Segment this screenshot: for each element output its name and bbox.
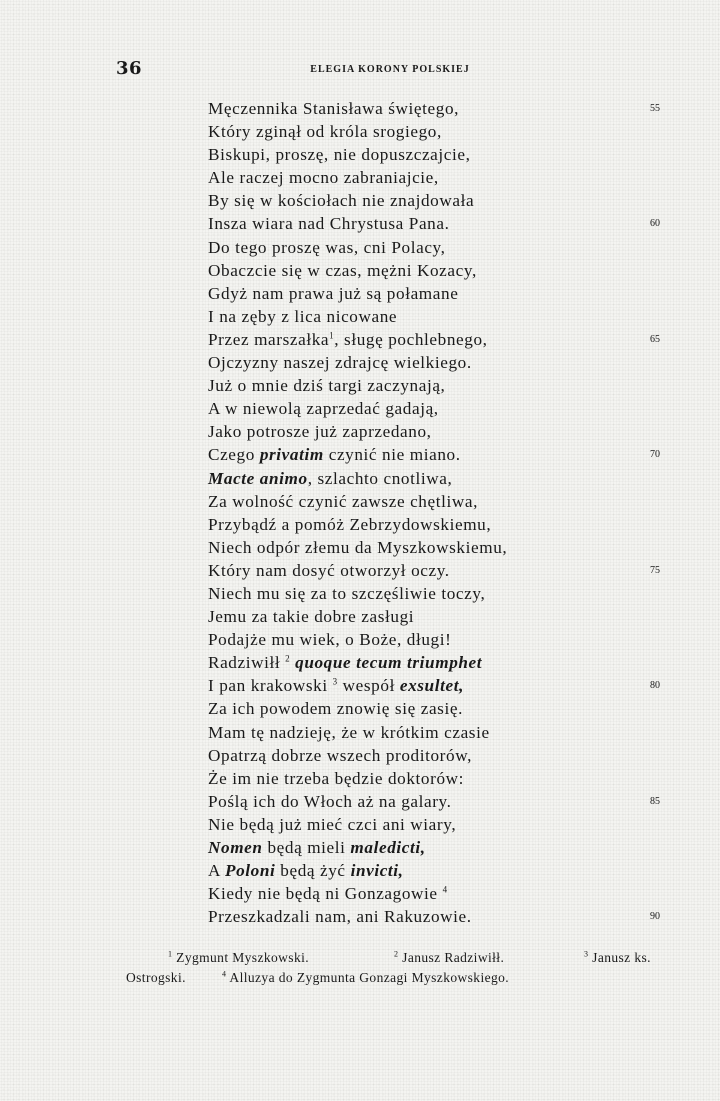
line-text: Ale raczej mocno zabraniajcie, [208,168,439,188]
poem-line [208,536,678,559]
poem-line [208,328,678,351]
footnote-mark: 1 [168,949,173,959]
line-text: Biskupi, proszę, nie dopuszczajcie, [208,145,471,165]
poem-line [208,790,678,813]
footnote-text: Janusz Radziwiłł. [398,950,505,965]
footnote-4 [222,968,509,988]
line-number: 60 [650,218,660,230]
line-number: 70 [650,449,660,461]
latin-phrase: invicti, [350,861,404,881]
poem-line [208,189,678,212]
poem-line [208,120,678,143]
poem-line [208,767,678,790]
line-text: Przybądź a pomóż Zebrzydowskiemu, [208,514,492,534]
line-number: 75 [650,564,660,576]
footnote-line-1 [126,948,674,968]
poem-line [208,490,678,513]
poem-line [208,628,678,651]
line-text: Za ich powodem znowię się zasię. [208,699,463,719]
latin-phrase: Poloni [224,861,276,881]
footnote-text: Alluzya do Zygmunta Gonzagi Myszkowskiego. [226,970,510,985]
line-text: Przez marszałka [208,329,330,349]
poem-line [208,513,678,536]
latin-phrase: quoque tecum triumphet [295,653,483,673]
poem-line [208,467,678,490]
footnote-reference: 3 [332,676,338,687]
footnotes [126,948,674,988]
footnote-3 [584,948,651,968]
line-text: I na zęby z lica nicowane [208,306,398,326]
line-text: będą żyć [275,861,351,881]
line-text: Męczennika Stanisława świętego, [208,99,460,118]
footnote-mark: 4 [222,969,227,979]
line-text: Jako potrosze już zaprzedano, [208,422,432,442]
line-text: Już o mnie dziś targi zaczynają, [208,376,446,396]
line-text: Radziwiłł [208,653,286,673]
poem-line [208,212,678,235]
line-number: 85 [650,795,660,807]
line-text: Który zginął od króla srogiego, [208,122,442,142]
line-text: Nie będą już mieć czci ani wiary, [208,814,457,834]
poem-line [208,559,678,582]
line-text: Do tego proszę was, cni Polacy, [208,237,446,257]
latin-phrase: Macte animo [208,468,308,488]
poem-line [208,282,678,305]
poem-line [208,697,678,720]
footnote-mark: 2 [394,949,399,959]
line-number: 90 [650,911,660,923]
line-text: I pan krakowski [208,676,333,696]
line-number: 80 [650,680,660,692]
line-number: 65 [650,333,660,345]
line-text: By się w kościołach nie znajdowała [208,191,475,211]
latin-phrase: Nomen [208,838,263,857]
poem-line [208,651,678,674]
poem-line [208,397,678,420]
line-text: Obaczcie się w czas, mężni Kozacy, [208,260,477,280]
footnote-reference: 2 [285,653,291,664]
line-text: Za wolność czynić zawsze chętliwa, [208,491,478,511]
footnote-mark: 3 [584,949,589,959]
line-text: , szlachto cnotliwa, [307,468,453,488]
line-text: będą mieli [262,838,351,857]
poem-line [208,420,678,443]
poem-line [208,443,678,466]
line-text: Czego [208,445,260,465]
poem-text [208,97,678,928]
line-text: Kiedy nie będą ni Gonzagowie [208,884,443,904]
footnote-2 [394,948,504,968]
footnote-text: Zygmunt Myszkowski. [172,950,310,965]
poem-line [208,744,678,767]
poem-line [208,374,678,397]
line-text: wespół [337,676,400,696]
running-head: ELEGIA KORONY POLSKIEJ [310,64,470,75]
poem-line [208,236,678,259]
line-text: Poślą ich do Włoch aż na galary. [208,791,452,811]
line-number: 55 [650,103,660,114]
poem-line [208,674,678,697]
latin-phrase: exsultet, [399,676,464,696]
footnote-line-2 [126,968,674,988]
footnote-3-continued: Ostrogski. [126,970,186,985]
line-text: , sługę pochlebnego, [334,329,488,349]
poem-line [208,721,678,744]
line-text: Gdyż nam prawa już są połamane [208,283,459,303]
footnote-text: Janusz ks. [588,950,651,965]
poem-line [208,166,678,189]
line-text: czynić nie miano. [323,445,461,465]
line-text: Podajże mu wiek, o Boże, długi! [208,630,452,650]
line-text: Opatrzą dobrze wszech proditorów, [208,745,472,765]
latin-phrase: privatim [259,445,324,465]
poem-line [208,351,678,374]
line-text: Niech mu się za to szczęśliwie toczy, [208,583,486,603]
poem-line [208,836,678,859]
line-text: Mam tę nadzieję, że w krótkim czasie [208,722,490,742]
poem-line [208,859,678,882]
line-text: Że im nie trzeba będzie doktorów: [208,768,465,788]
line-text: A w niewolą zaprzedać gadają, [208,399,439,419]
footnote-reference: 1 [329,330,335,341]
latin-phrase: maledicti, [350,838,426,857]
poem-line [208,143,678,166]
poem-line [208,905,678,928]
line-text: Który nam dosyć otworzył oczy. [208,560,450,580]
footnote-1 [168,948,309,968]
poem-line [208,305,678,328]
line-text: Insza wiara nad Chrystusa Pana. [208,214,450,234]
poem-line [208,259,678,282]
poem-line [208,582,678,605]
line-text: Przeszkadzali nam, ani Rakuzowie. [208,907,472,927]
page-number: 36 [116,58,143,79]
poem-line [208,882,678,905]
poem-line [208,605,678,628]
line-text: Jemu za takie dobre zasługi [208,607,415,627]
poem-line [208,97,678,120]
line-text: A [208,861,225,881]
poem-line [208,813,678,836]
line-text: Ojczyzny naszej zdrajcę wielkiego. [208,353,472,373]
line-text: Niech odpór złemu da Myszkowskiemu, [208,537,508,557]
footnote-reference: 4 [442,884,448,895]
